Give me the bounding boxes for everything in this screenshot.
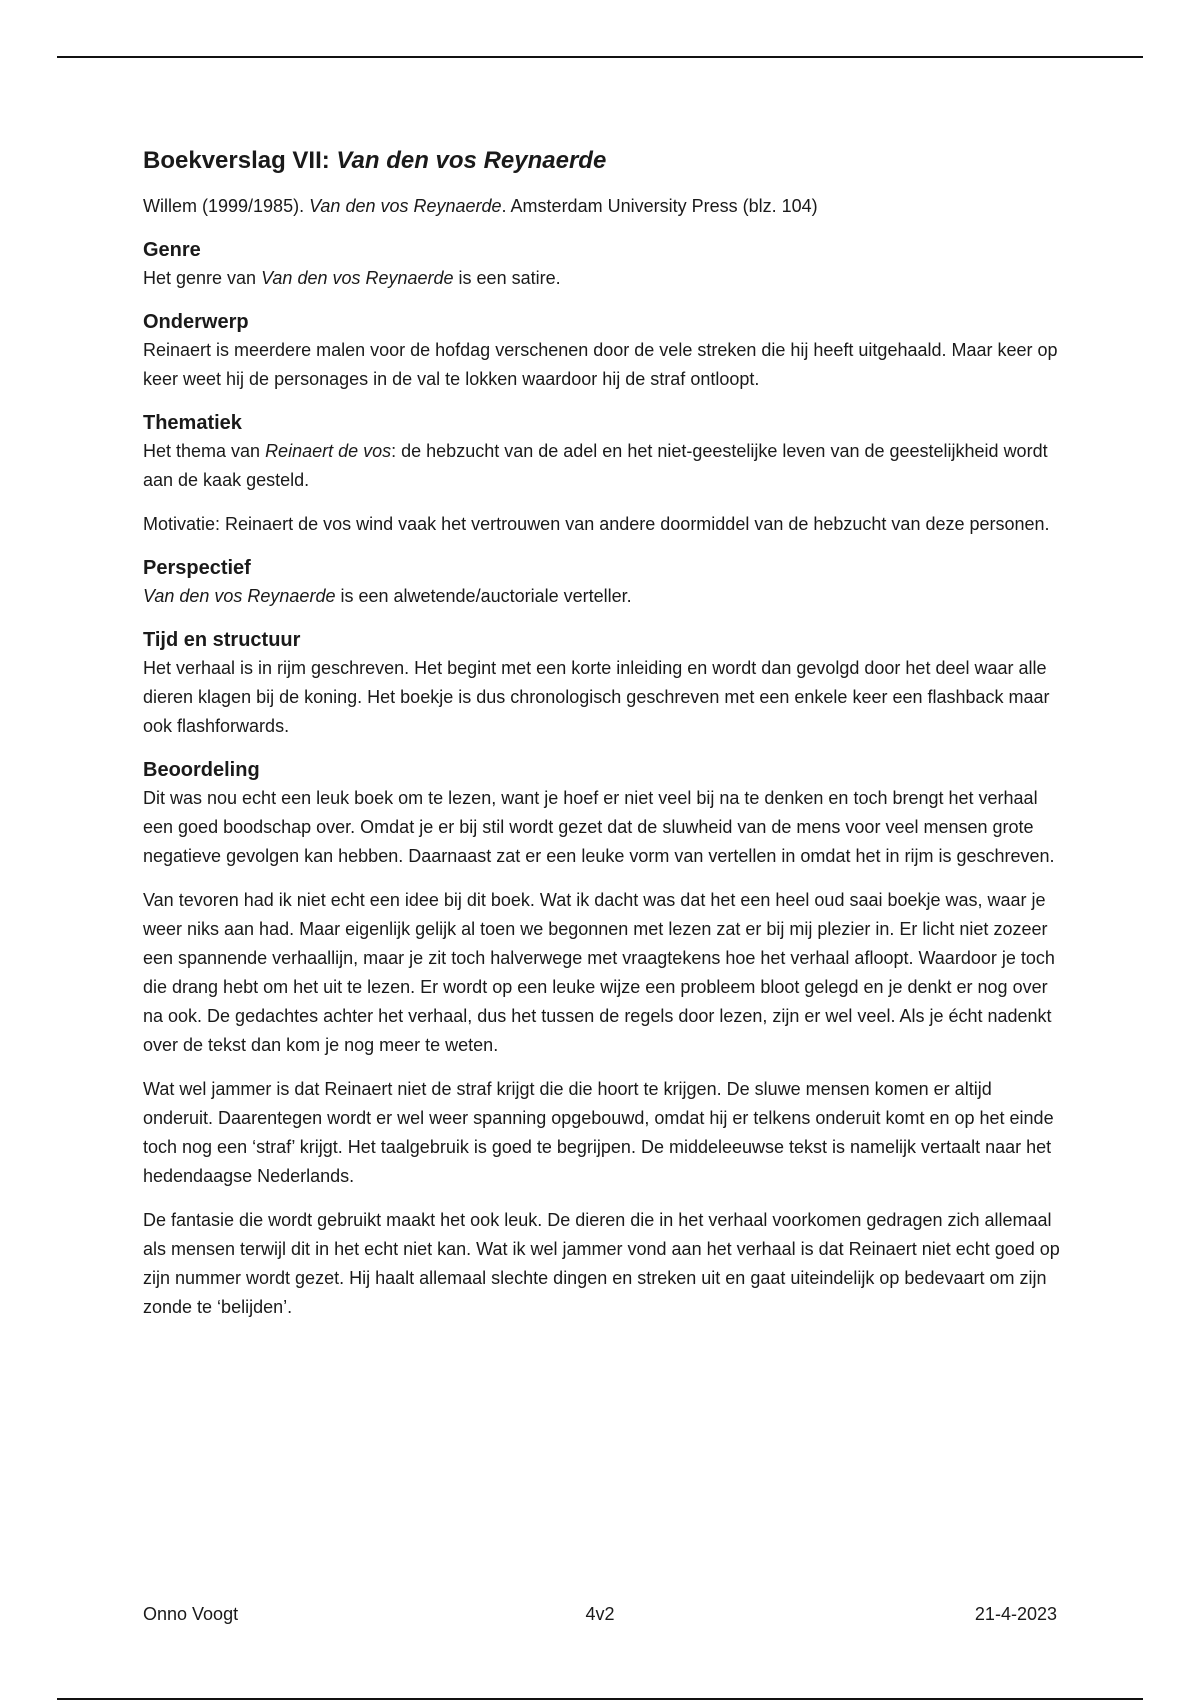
section-thematiek (143, 409, 1063, 539)
citation: Willem (1999/1985). Van den vos Reynaerde. Amsterdam University Press (blz. 104) (143, 196, 818, 216)
paragraph-thematiek: Het thema van Reinaert de vos: de hebzucht van de adel en het niet-geestelijke leven van de geestelijkheid wordt aan de kaak gesteld. (143, 441, 1048, 490)
paragraph-genre: Het genre van Van den vos Reynaerde is een satire. (143, 268, 561, 288)
paragraph-beoordeling-4: De fantasie die wordt gebruikt maakt het ook leuk. De dieren die in het verhaal voorkomen gedragen zich allemaal als mensen terwijl dit in het echt niet kan. Wat ik wel jammer vond aan het verhaal is dat Reinaert niet echt goed op zijn nummer wordt gezet. Hij haalt allemaal slechte dingen en streken uit en gaat uiteindelijk op bedevaart om zijn zonde te ‘belijden’. (143, 1210, 1060, 1317)
paragraph-beoordeling-3: Wat wel jammer is dat Reinaert niet de straf krijgt die die hoort te krijgen. De sluwe mensen komen er altijd onderuit. Daarentegen wordt er wel weer spanning opgebouwd, omdat hij er telkens onderuit komt en op het einde toch nog een ‘straf’ krijgt. Het taalgebruik is goed te begrijpen. De middeleeuwse tekst is namelijk vertaalt naar het hedendaagse Nederlands. (143, 1079, 1054, 1186)
heading-thematiek: Thematiek (143, 412, 242, 434)
header-rule (57, 56, 1143, 58)
paragraph-beoordeling-2: Van tevoren had ik niet echt een idee bij dit boek. Wat ik dacht was dat het een heel oud saai boekje was, waar je weer niks aan had. Maar eigenlijk gelijk al toen we begonnen met lezen zat er bij mij plezier in. Er licht niet zozeer een spannende verhaallijn, maar je zit toch halverwege met vraagtekens hoe het verhaal afloopt. Waardoor je toch die drang hebt om het uit te lezen. Er wordt op een leuke wijze een probleem bloot gelegd en je denkt er nog over na ook. De gedachtes achter het verhaal, dus het tussen de regels door lezen, zijn er wel veel. Als je écht nadenkt over de tekst dan kom je nog meer te weten. (143, 890, 1055, 1055)
page-footer (143, 1600, 1057, 1628)
heading-onderwerp: Onderwerp (143, 311, 249, 333)
section-perspectief (143, 554, 1063, 611)
section-beoordeling (143, 756, 1063, 1322)
paragraph-onderwerp: Reinaert is meerdere malen voor de hofdag verschenen door de vele streken die hij heeft uitgehaald. Maar keer op keer weet hij de personages in de val te lokken waardoor hij de straf ontloopt. (143, 340, 1058, 389)
heading-tijd-en-structuur: Tijd en structuur (143, 629, 301, 651)
paragraph-perspectief: Van den vos Reynaerde is een alwetende/auctoriale verteller. (143, 586, 632, 606)
heading-genre: Genre (143, 239, 201, 261)
heading-beoordeling: Beoordeling (143, 759, 260, 781)
document-body (143, 144, 1063, 1337)
section-genre (143, 236, 1063, 293)
footer-class: 4v2 (585, 1604, 615, 1624)
paragraph-tijd-en-structuur: Het verhaal is in rijm geschreven. Het begint met een korte inleiding en wordt dan gevolgd door het deel waar alle dieren klagen bij de koning. Het boekje is dus chronologisch geschreven met een enkele keer een flashback maar ook flashforwards. (143, 658, 1050, 736)
paragraph-motivatie: Motivatie: Reinaert de vos wind vaak het vertrouwen van andere doormiddel van de hebzucht van deze personen. (143, 514, 1050, 534)
footer-date: 21-4-2023 (974, 1604, 1057, 1624)
section-onderwerp (143, 308, 1063, 394)
footer-author: Onno Voogt (143, 1604, 239, 1624)
document-title: Boekverslag VII: Van den vos Reynaerde (143, 147, 607, 174)
heading-perspectief: Perspectief (143, 557, 251, 579)
paragraph-beoordeling-1: Dit was nou echt een leuk boek om te lezen, want je hoef er niet veel bij na te denken en toch brengt het verhaal een goed boodschap over. Omdat je er bij stil wordt gezet dat de sluwheid van de mens voor veel mensen grote negatieve gevolgen kan hebben. Daarnaast zat er een leuke vorm van vertellen in omdat het in rijm is geschreven. (143, 788, 1055, 866)
section-tijd-en-structuur (143, 626, 1063, 741)
